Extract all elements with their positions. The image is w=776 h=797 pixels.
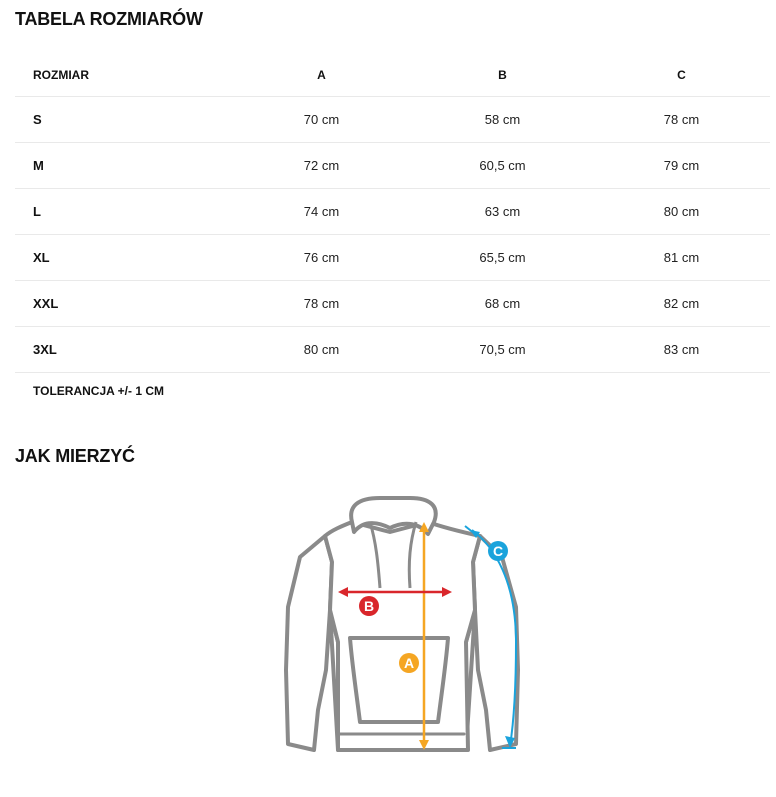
marker-a-label: A xyxy=(403,655,415,671)
marker-a xyxy=(399,653,419,673)
size-label: S xyxy=(15,97,231,143)
measure-a: 80 cm xyxy=(231,327,412,373)
measure-guide-title: JAK MIERZYĆ xyxy=(15,446,135,466)
table-row xyxy=(15,235,770,281)
measure-c: 78 cm xyxy=(593,97,770,143)
table-row xyxy=(15,97,770,143)
measure-a: 76 cm xyxy=(231,235,412,281)
measure-c: 80 cm xyxy=(593,189,770,235)
marker-c xyxy=(488,541,508,561)
measure-b: 70,5 cm xyxy=(412,327,593,373)
size-label: XXL xyxy=(15,281,231,327)
measure-c: 79 cm xyxy=(593,143,770,189)
table-row xyxy=(15,327,770,373)
table-row xyxy=(15,143,770,189)
hoodie-outline xyxy=(286,498,518,750)
size-chart-title: TABELA ROZMIARÓW xyxy=(15,9,203,29)
size-table xyxy=(15,54,770,373)
tolerance-note: TOLERANCJA +/- 1 CM xyxy=(33,384,165,398)
column-header-b: B xyxy=(412,54,593,97)
size-label: M xyxy=(15,143,231,189)
measure-a: 74 cm xyxy=(231,189,412,235)
measure-b: 58 cm xyxy=(412,97,593,143)
marker-c-label: C xyxy=(492,543,504,559)
size-label: L xyxy=(15,189,231,235)
measure-c: 81 cm xyxy=(593,235,770,281)
measure-a: 70 cm xyxy=(231,97,412,143)
marker-b-label: B xyxy=(363,598,375,614)
measure-c: 83 cm xyxy=(593,327,770,373)
measure-c: 82 cm xyxy=(593,281,770,327)
measure-b: 63 cm xyxy=(412,189,593,235)
column-header-a: A xyxy=(231,54,412,97)
column-header-size: ROZMIAR xyxy=(15,54,231,97)
size-label: 3XL xyxy=(15,327,231,373)
table-header-row xyxy=(15,54,770,97)
hoodie-illustration xyxy=(270,492,530,762)
table-row xyxy=(15,281,770,327)
size-label: XL xyxy=(15,235,231,281)
measure-b: 68 cm xyxy=(412,281,593,327)
measure-b: 60,5 cm xyxy=(412,143,593,189)
hoodie-measurement-diagram xyxy=(270,492,530,762)
measure-b: 65,5 cm xyxy=(412,235,593,281)
measure-a: 78 cm xyxy=(231,281,412,327)
measure-a: 72 cm xyxy=(231,143,412,189)
table-row xyxy=(15,189,770,235)
column-header-c: C xyxy=(593,54,770,97)
marker-b xyxy=(359,596,379,616)
